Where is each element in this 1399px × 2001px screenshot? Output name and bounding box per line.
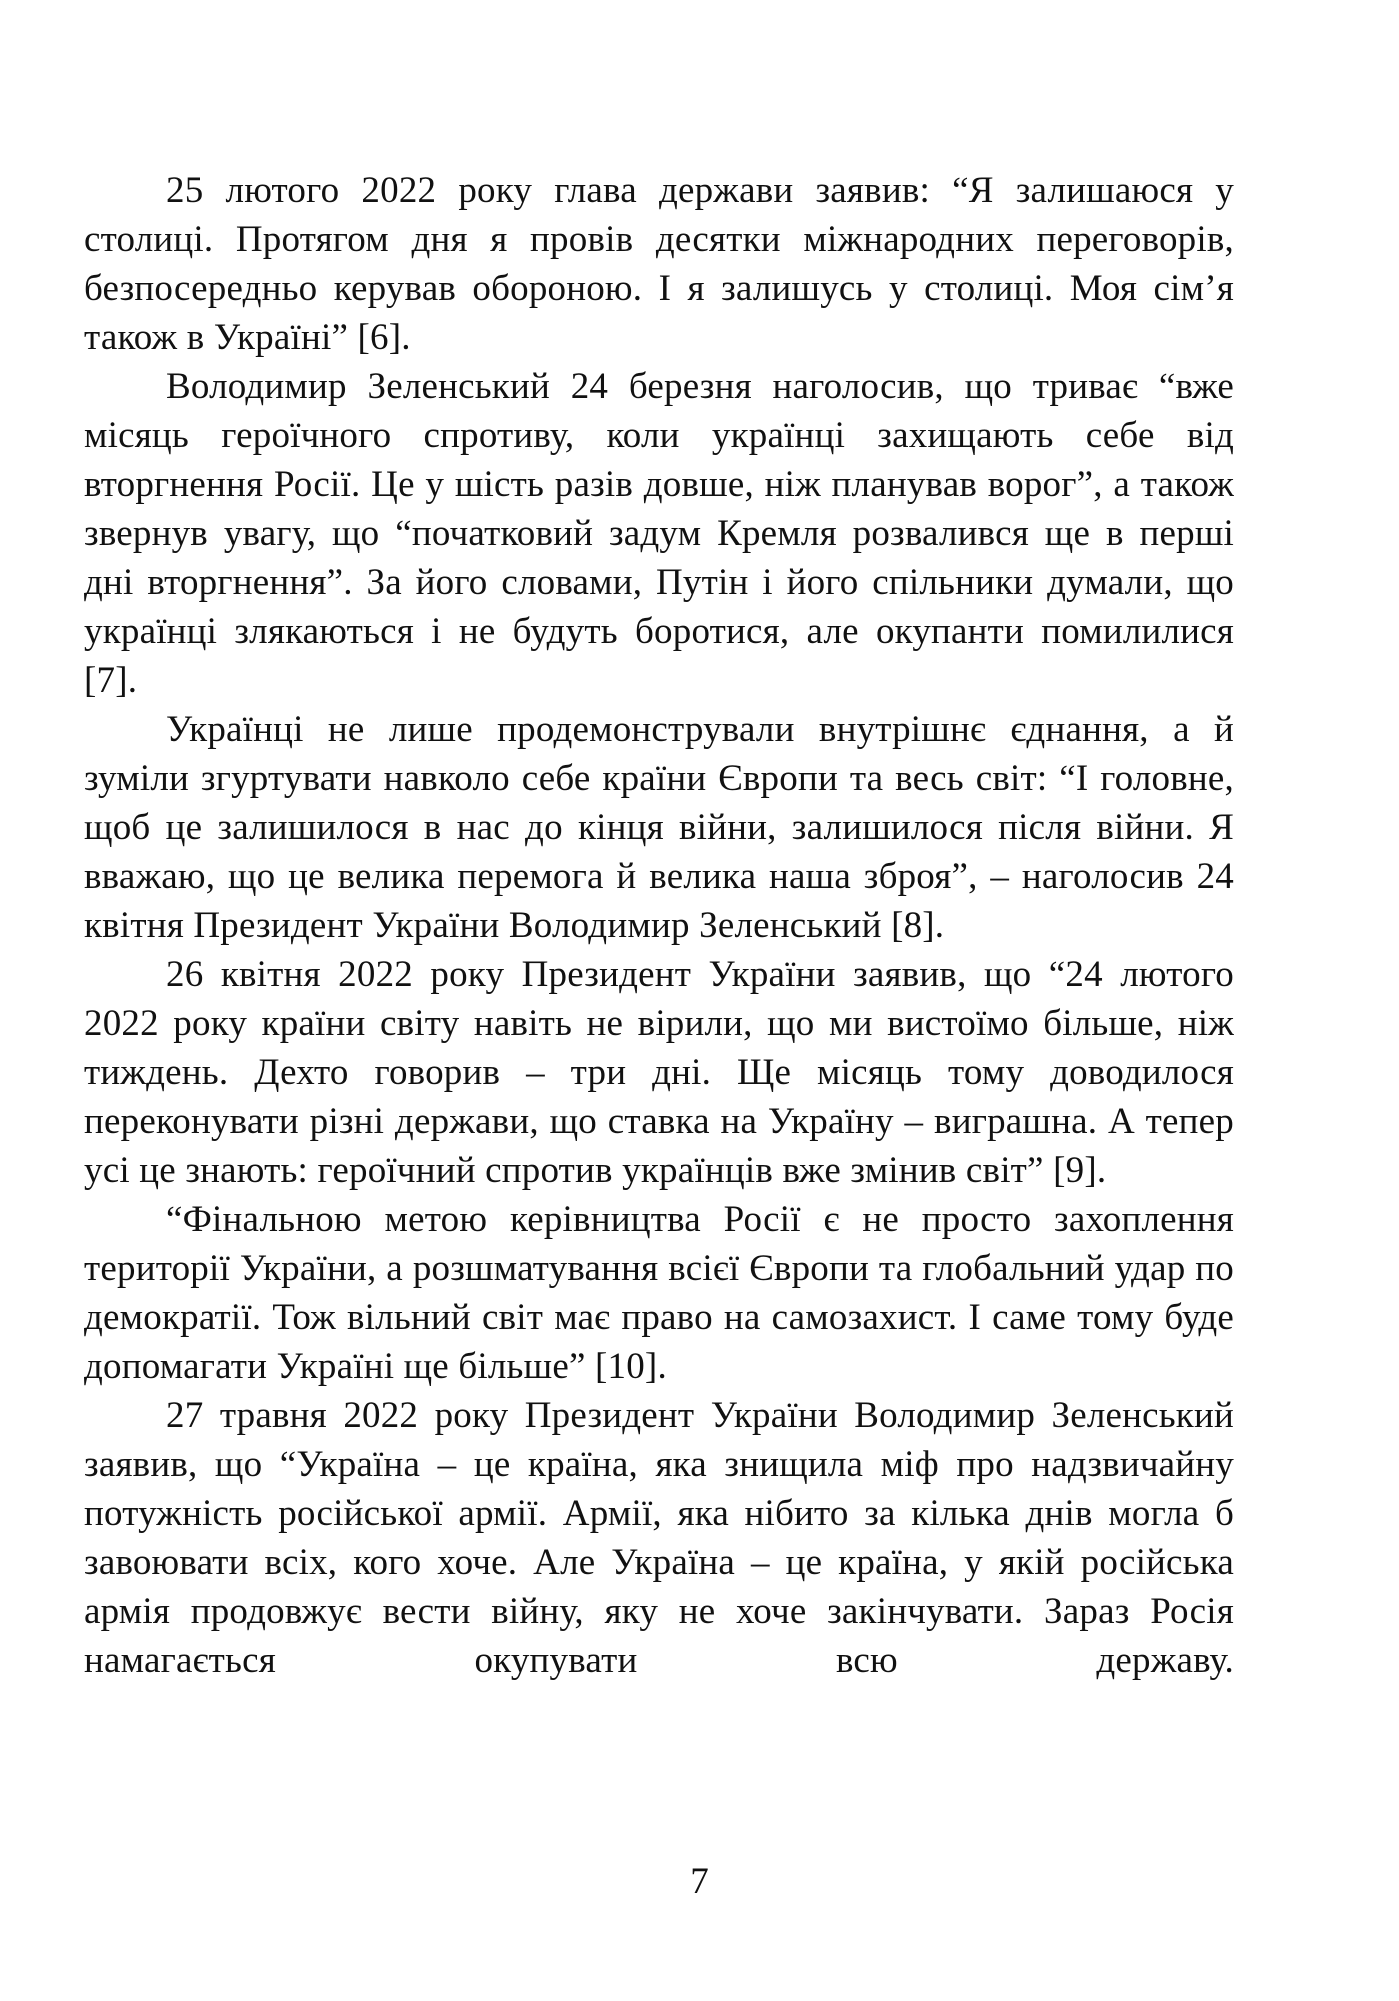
page-number: 7 xyxy=(690,1861,709,1902)
paragraph-2: Володимир Зеленський 24 березня наголосив, що триває “вже місяць героїчного спротиву, коли українці захищають себе від вторгнення Росії. Це у шість разів довше, ніж планував ворог”, а також звернув увагу, що “початковий задум Кремля розвалився ще в перші дні вторгнення”. За його словами, Путін і його спільники думали, що українці злякаються і не будуть боротися, але окупанти помилилися [7]. xyxy=(84,366,1234,701)
paragraph-5: “Фінальною метою керівництва Росії є не просто захоплення території України, а розшматування всієї Європи та глобальний удар по демократії. Тож вільний світ має право на самозахист. І саме тому буде допомагати Україні ще більше” [10]. xyxy=(84,1199,1234,1387)
paragraph-4: 26 квітня 2022 року Президент України заявив, що “24 лютого 2022 року країни світу навіть не вірили, що ми вистоїмо більше, ніж тиждень. Дехто говорив – три дні. Ще місяць тому доводилося переконувати різні держави, що ставка на Україну – виграшна. А тепер усі це знають: героїчний спротив українців вже змінив світ” [9]. xyxy=(84,954,1234,1191)
paragraph-1: 25 лютого 2022 року глава держави заявив: “Я залишаюся у столиці. Протягом дня я провів десятки міжнародних переговорів, безпосередньо керував обороною. І я залишусь у столиці. Моя сім’я також в Україні” [6]. xyxy=(84,170,1234,358)
paragraph-6: 27 травня 2022 року Президент України Володимир Зеленський заявив, що “Україна – це країна, яка знищила міф про надзвичайну потужність російської армії. Армії, яка нібито за кілька днів могла б завоювати всіх, кого хоче. Але Україна – це країна, у якій російська армія продовжує вести війну, яку не хоче закінчувати. Зараз Росія намагається окупувати всю державу. xyxy=(84,1395,1234,1681)
body-text xyxy=(84,166,1234,1685)
paragraph-3: Українці не лише продемонстрували внутрішнє єднання, а й зуміли згуртувати навколо себе країни Європи та весь світ: “І головне, щоб це залишилося в нас до кінця війни, залишилося після війни. Я вважаю, що це велика перемога й велика наша зброя”, – наголосив 24 квітня Президент України Володимир Зеленський [8]. xyxy=(84,709,1234,946)
